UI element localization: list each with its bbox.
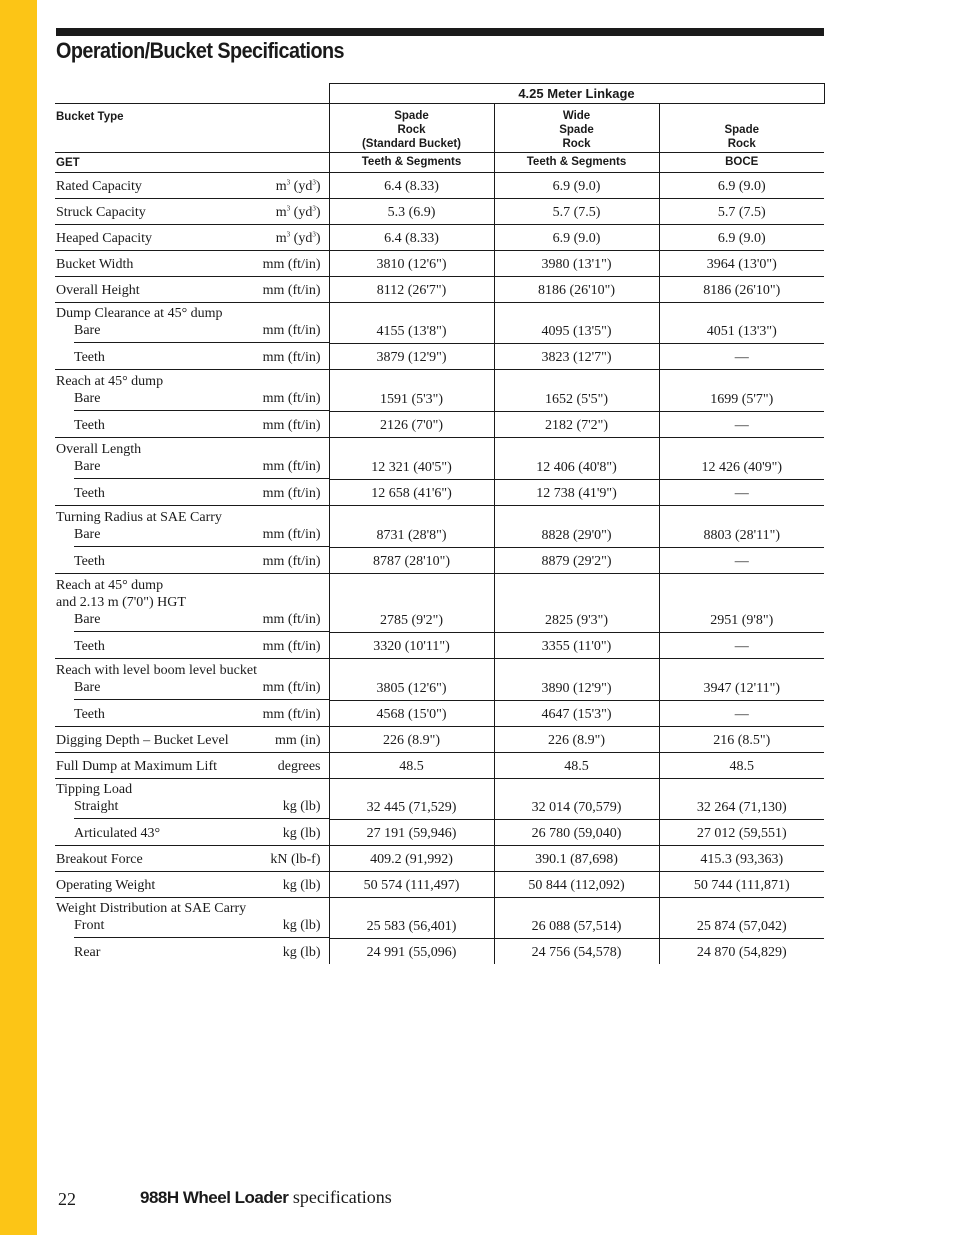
table-row: Overall Height mm (ft/in) 8112 (26'7") 8186 (26'10") 8186 (26'10") [55,277,824,303]
table-row: Teeth mm (ft/in) 8787 (28'10") 8879 (29'2") — [55,547,824,573]
table-row: Teeth mm (ft/in) 12 658 (41'6") 12 738 (41'9") — [55,479,824,505]
table-row: Tipping Load Straight kg (lb) 32 445 (71,529) 32 014 (70,579) 32 264 (71,130) [55,778,824,819]
linkage-header: 4.25 Meter Linkage [329,84,824,104]
bucket-type-col-3: Spade Rock [659,104,824,153]
page-number: 22 [58,1189,76,1209]
get-label: GET [55,153,329,173]
table-row: Digging Depth – Bucket Level mm (in) 226 (8.9") 226 (8.9") 216 (8.5") [55,726,824,752]
table-row: Operating Weight kg (lb) 50 574 (111,497) 50 844 (112,092) 50 744 (111,871) [55,871,824,897]
table-row: Weight Distribution at SAE Carry Front kg (lb) 25 583 (56,401) 26 088 (57,514) 25 874 (57,042) [55,897,824,938]
table-row: Reach with level boom level bucket Bare mm (ft/in) 3805 (12'6") 3890 (12'9") 3947 (12'11") [55,658,824,700]
table-row: Reach at 45° dump and 2.13 m (7'0") HGT Bare mm (ft/in) 2785 (9'2") 2825 (9'3") 2951 (9'8") [55,573,824,632]
table-row: Dump Clearance at 45° dump Bare mm (ft/in) 4155 (13'8") 4095 (13'5") 4051 (13'3") [55,303,824,344]
table-row: Teeth mm (ft/in) 2126 (7'0") 2182 (7'2") — [55,411,824,437]
footer-title: 988H Wheel Loader specifications [140,1187,392,1207]
table-row: Reach at 45° dump Bare mm (ft/in) 1591 (5'3") 1652 (5'5") 1699 (5'7") [55,369,824,411]
get-col-3: BOCE [659,153,824,173]
table-row: Overall Length Bare mm (ft/in) 12 321 (40'5") 12 406 (40'8") 12 426 (40'9") [55,437,824,479]
spec-table [55,83,825,964]
table-row: Full Dump at Maximum Lift degrees 48.5 48.5 48.5 [55,752,824,778]
page-title: Operation/Bucket Specifications [56,38,345,63]
get-col-2: Teeth & Segments [494,153,659,173]
table-row: Teeth mm (ft/in) 3879 (12'9") 3823 (12'7") — [55,343,824,369]
table-row: Bucket Width mm (ft/in) 3810 (12'6") 3980 (13'1") 3964 (13'0") [55,251,824,277]
bucket-type-label: Bucket Type [55,104,329,153]
table-row: Turning Radius at SAE Carry Bare mm (ft/in) 8731 (28'8") 8828 (29'0") 8803 (28'11") [55,505,824,547]
table-row: Teeth mm (ft/in) 3320 (10'11") 3355 (11'0") — [55,632,824,658]
bucket-type-col-2: Wide Spade Rock [494,104,659,153]
side-color-band [0,0,37,1235]
table-row: Teeth mm (ft/in) 4568 (15'0") 4647 (15'3") — [55,700,824,726]
table-row: Struck Capacity $m^3$ $(yd^3)$ 5.3 (6.9) 5.7 (7.5) 5.7 (7.5) [55,199,824,225]
table-row: Rear kg (lb) 24 991 (55,096) 24 756 (54,578) 24 870 (54,829) [55,938,824,964]
table-row: Heaped Capacity $m^3$ $(yd^3)$ 6.4 (8.33) 6.9 (9.0) 6.9 (9.0) [55,225,824,251]
bucket-type-col-1: Spade Rock (Standard Bucket) [329,104,494,153]
table-row: Articulated 43° kg (lb) 27 191 (59,946) 26 780 (59,040) 27 012 (59,551) [55,819,824,845]
table-row: Rated Capacity $m^3$ $(yd^3)$ 6.4 (8.33) 6.9 (9.0) 6.9 (9.0) [55,173,824,199]
table-row: Breakout Force kN (lb-f) 409.2 (91,992) 390.1 (87,698) 415.3 (93,363) [55,845,824,871]
get-col-1: Teeth & Segments [329,153,494,173]
top-rule [56,28,824,36]
